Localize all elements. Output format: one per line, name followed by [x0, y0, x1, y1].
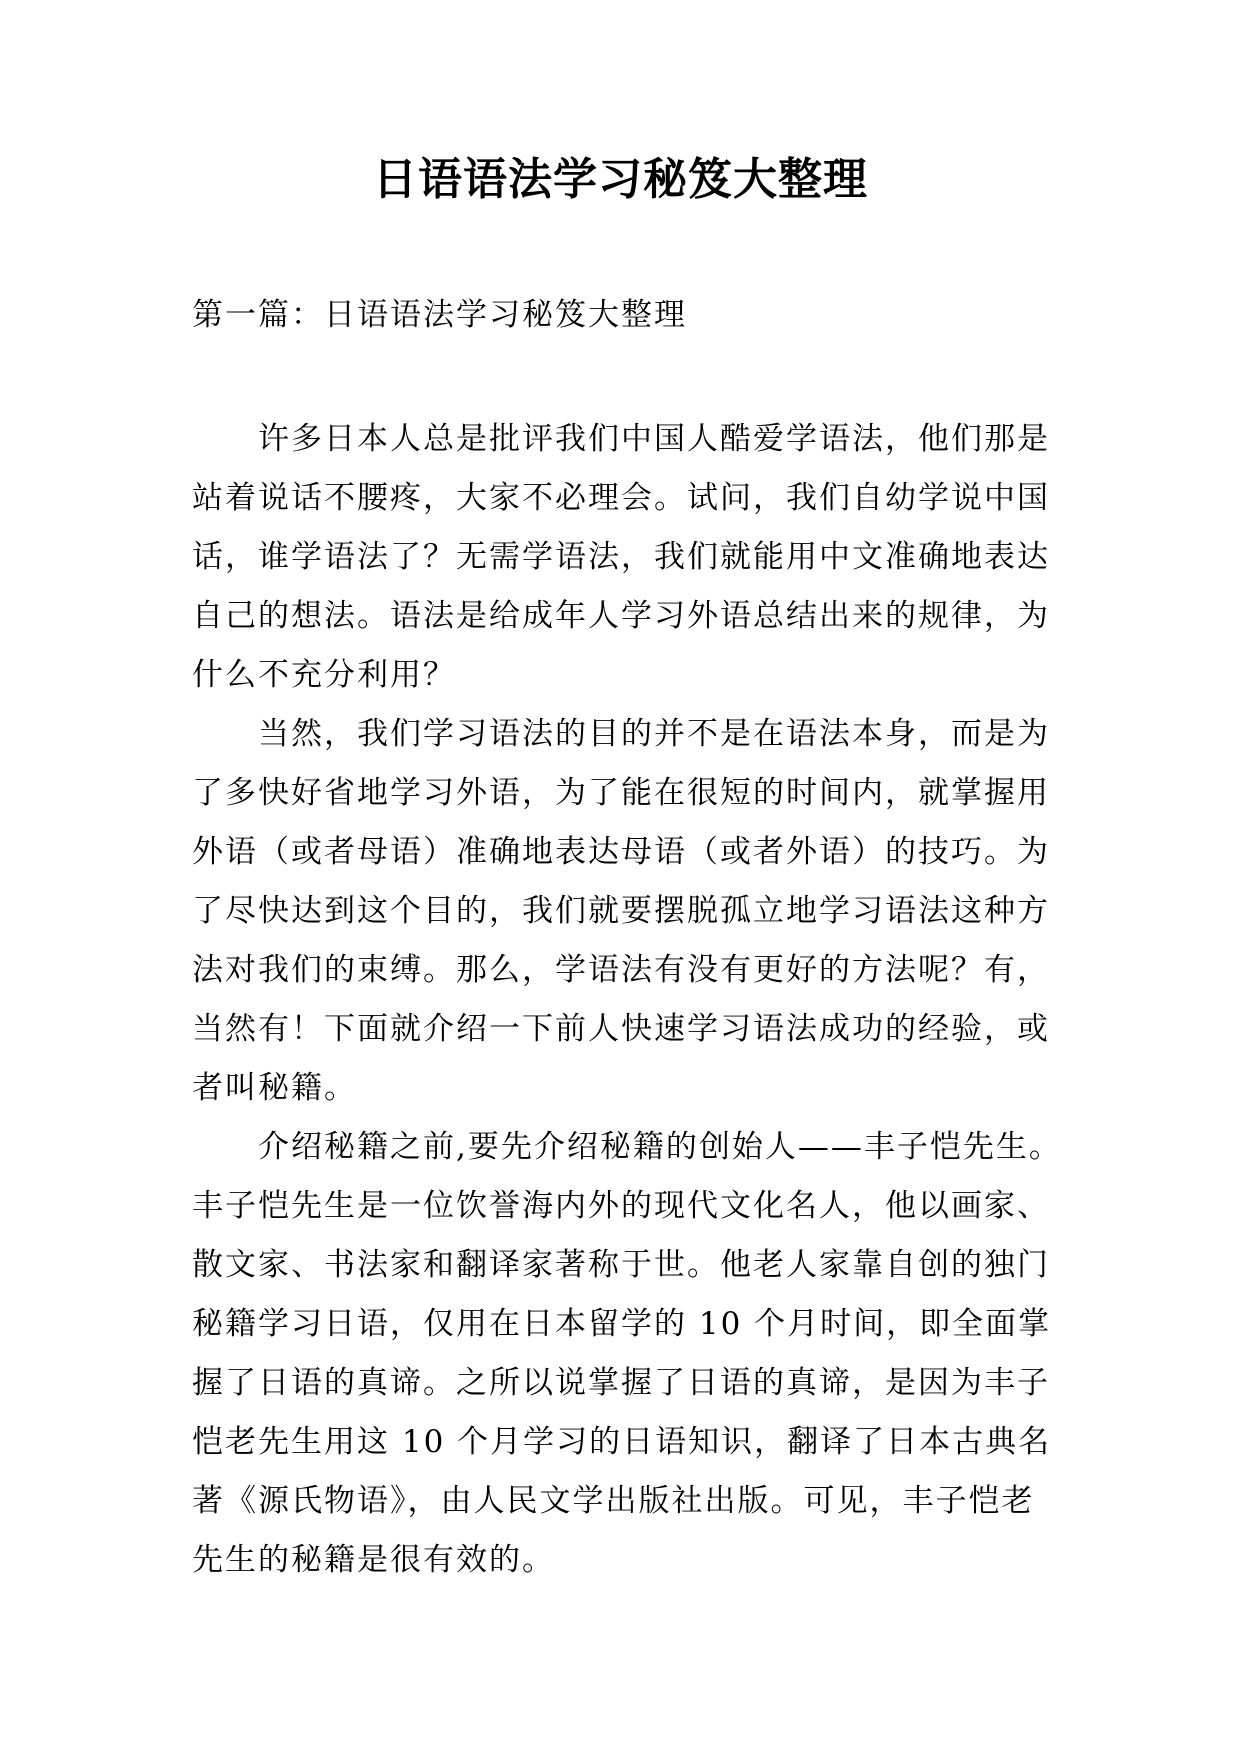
text-line: 话，谁学语法了？无需学语法，我们就能用中文准确地表达	[192, 539, 1050, 575]
text-line: 恺老先生用这 10 个月学习的日语知识，翻译了日本古典名	[192, 1424, 1052, 1460]
text-line: 了多快好省地学习外语，为了能在很短的时间内，就掌握用	[192, 775, 1050, 811]
text-line: 秘籍学习日语，仅用在日本留学的 10 个月时间，即全面掌	[192, 1306, 1052, 1342]
text-line: 站着说话不腰疼，大家不必理会。试问，我们自幼学说中国	[192, 480, 1050, 516]
paragraph-1	[192, 410, 1052, 705]
text-line: 自己的想法。语法是给成年人学习外语总结出来的规律，为	[192, 598, 1050, 634]
text-line: 了尽快达到这个目的，我们就要摆脱孤立地学习语法这种方	[192, 893, 1050, 929]
paragraph-2	[192, 705, 1052, 1118]
text-line: 当然，我们学习语法的目的并不是在语法本身，而是为	[192, 716, 1050, 752]
text-line: 丰子恺先生是一位饮誉海内外的现代文化名人，他以画家、	[192, 1188, 1050, 1224]
text-line: 什么不充分利用？	[192, 657, 456, 693]
text-line: 外语（或者母语）准确地表达母语（或者外语）的技巧。为	[192, 834, 1050, 870]
document-title: 日语语法学习秘笈大整理	[373, 154, 868, 205]
section-heading: 第一篇：日语语法学习秘笈大整理	[192, 297, 687, 333]
text-line: 当然有！下面就介绍一下前人快速学习语法成功的经验，或	[192, 1011, 1050, 1047]
text-line: 先生的秘籍是很有效的。	[192, 1542, 555, 1578]
paragraph-3	[192, 1118, 1062, 1590]
document-body	[192, 410, 1062, 1590]
text-line: 散文家、书法家和翻译家著称于世。他老人家靠自创的独门	[192, 1247, 1050, 1283]
text-line: 握了日语的真谛。之所以说掌握了日语的真谛，是因为丰子	[192, 1365, 1050, 1401]
text-line: 著《源氏物语》，由人民文学出版社出版。可见，丰子恺老	[192, 1483, 1035, 1519]
text-line: 介绍秘籍之前,要先介绍秘籍的创始人——丰子恺先生。	[192, 1129, 1062, 1165]
text-line: 者叫秘籍。	[192, 1070, 357, 1106]
text-line: 法对我们的束缚。那么，学语法有没有更好的方法呢？有，	[192, 952, 1050, 988]
text-line: 许多日本人总是批评我们中国人酷爱学语法，他们那是	[192, 421, 1050, 457]
